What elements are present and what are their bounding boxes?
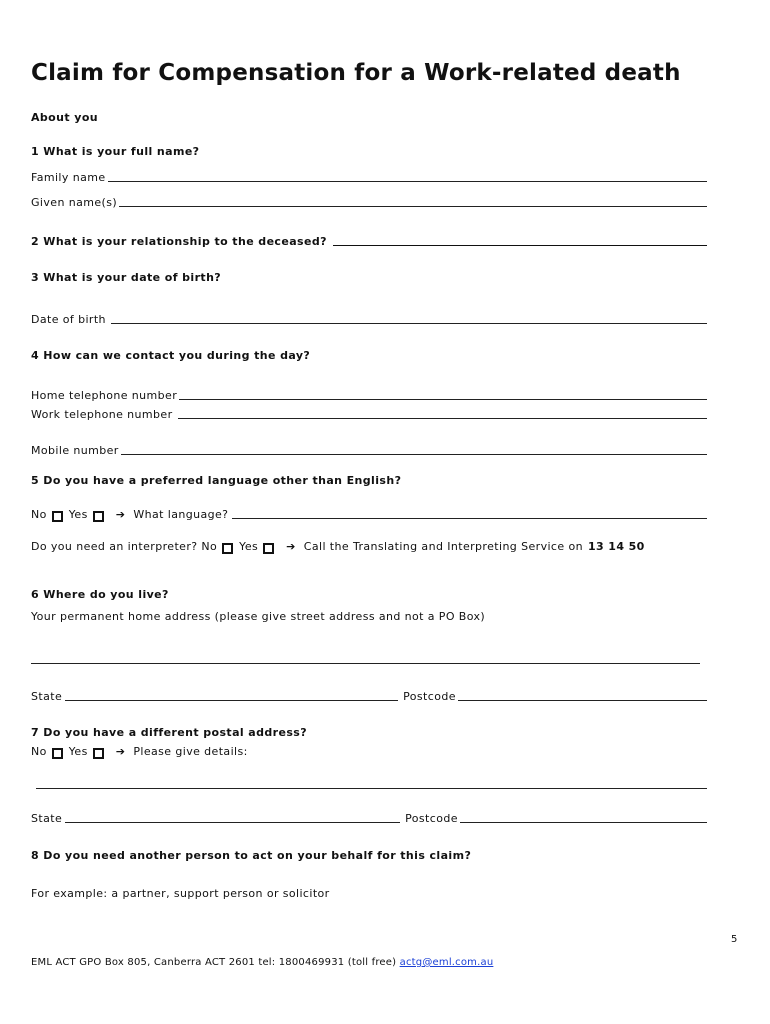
footer-email-link[interactable]: actg@eml.com.au [399, 957, 494, 968]
postal-no-label: No [31, 745, 47, 758]
given-name-field[interactable] [119, 195, 707, 207]
interpreter-no-checkbox[interactable] [222, 543, 233, 554]
given-name-label: Given name(s) [31, 196, 118, 209]
q6-heading: 6 Where do you live? [31, 588, 169, 601]
family-name-row [31, 169, 707, 185]
language-yes-label: Yes [68, 508, 88, 521]
postal-address-choice-row [31, 745, 248, 759]
section-heading-about-you: About you [31, 111, 99, 124]
home-phone-label: Home telephone number [31, 389, 178, 402]
q3-heading: 3 What is your date of birth? [31, 271, 222, 284]
q8-example-text: For example: a partner, support person or solicitor [31, 887, 330, 900]
interpreter-yes-checkbox[interactable] [263, 543, 274, 554]
home-state-postcode-row [31, 688, 707, 704]
work-phone-label: Work telephone number [31, 408, 173, 421]
q4-heading: 4 How can we contact you during the day? [31, 349, 311, 362]
family-name-label: Family name [31, 171, 106, 184]
relationship-row [31, 233, 707, 249]
dob-row [31, 311, 707, 327]
postal-no-checkbox[interactable] [52, 748, 63, 759]
arrow-right-icon: ➔ [115, 745, 126, 758]
home-postcode-field[interactable] [458, 689, 707, 701]
postal-yes-label: Yes [68, 745, 88, 758]
home-address-field[interactable] [31, 652, 700, 664]
postal-state-label: State [31, 812, 63, 825]
what-language-field[interactable] [232, 507, 707, 519]
what-language-label: What language? [133, 508, 229, 521]
q8-heading: 8 Do you need another person to act on your behalf for this claim? [31, 849, 472, 862]
tis-text: Call the Translating and Interpreting Service on [303, 540, 583, 553]
family-name-field[interactable] [108, 170, 708, 182]
tis-phone-number: 13 14 50 [587, 540, 645, 553]
postal-address-line [36, 776, 707, 789]
language-row [31, 506, 707, 522]
home-phone-row [31, 387, 707, 403]
page-title: Claim for Compensation for a Work-related death [31, 60, 681, 86]
home-phone-field[interactable] [179, 388, 707, 400]
home-postcode-label: Postcode [403, 690, 456, 703]
mobile-label: Mobile number [31, 444, 119, 457]
q1-heading: 1 What is your full name? [31, 145, 200, 158]
q7-heading: 7 Do you have a different postal address? [31, 726, 308, 739]
home-state-label: State [31, 690, 63, 703]
q5-heading: 5 Do you have a preferred language other than English? [31, 474, 402, 487]
interpreter-label: Do you need an interpreter? No [31, 540, 218, 553]
postal-state-postcode-row [31, 810, 707, 826]
home-state-field[interactable] [65, 689, 398, 701]
language-yes-checkbox[interactable] [93, 511, 104, 522]
dob-label: Date of birth [31, 313, 106, 326]
arrow-right-icon: ➔ [115, 508, 126, 521]
relationship-field[interactable] [333, 234, 707, 246]
postal-address-field[interactable] [36, 777, 707, 789]
interpreter-row [31, 540, 645, 554]
postal-postcode-field[interactable] [460, 811, 707, 823]
language-no-label: No [31, 508, 47, 521]
mobile-row [31, 442, 707, 458]
postal-yes-checkbox[interactable] [93, 748, 104, 759]
page-number: 5 [731, 934, 738, 945]
date-of-birth-field[interactable] [111, 312, 707, 324]
q2-heading: 2 What is your relationship to the deceased? [31, 235, 327, 248]
interpreter-yes-label: Yes [239, 540, 259, 553]
address-label: Your permanent home address (please give street address and not a PO Box) [31, 610, 486, 623]
footer-address: EML ACT GPO Box 805, Canberra ACT 2601 tel: 1800469931 (toll free) [31, 957, 397, 968]
postal-details-label: Please give details: [133, 745, 248, 758]
work-phone-row [31, 406, 707, 422]
address-line [31, 651, 700, 664]
work-phone-field[interactable] [178, 407, 707, 419]
postal-state-field[interactable] [65, 811, 400, 823]
footer [31, 957, 493, 968]
postal-postcode-label: Postcode [405, 812, 458, 825]
given-name-row [31, 194, 707, 210]
language-no-checkbox[interactable] [52, 511, 63, 522]
arrow-right-icon: ➔ [286, 540, 296, 553]
mobile-field[interactable] [121, 443, 707, 455]
